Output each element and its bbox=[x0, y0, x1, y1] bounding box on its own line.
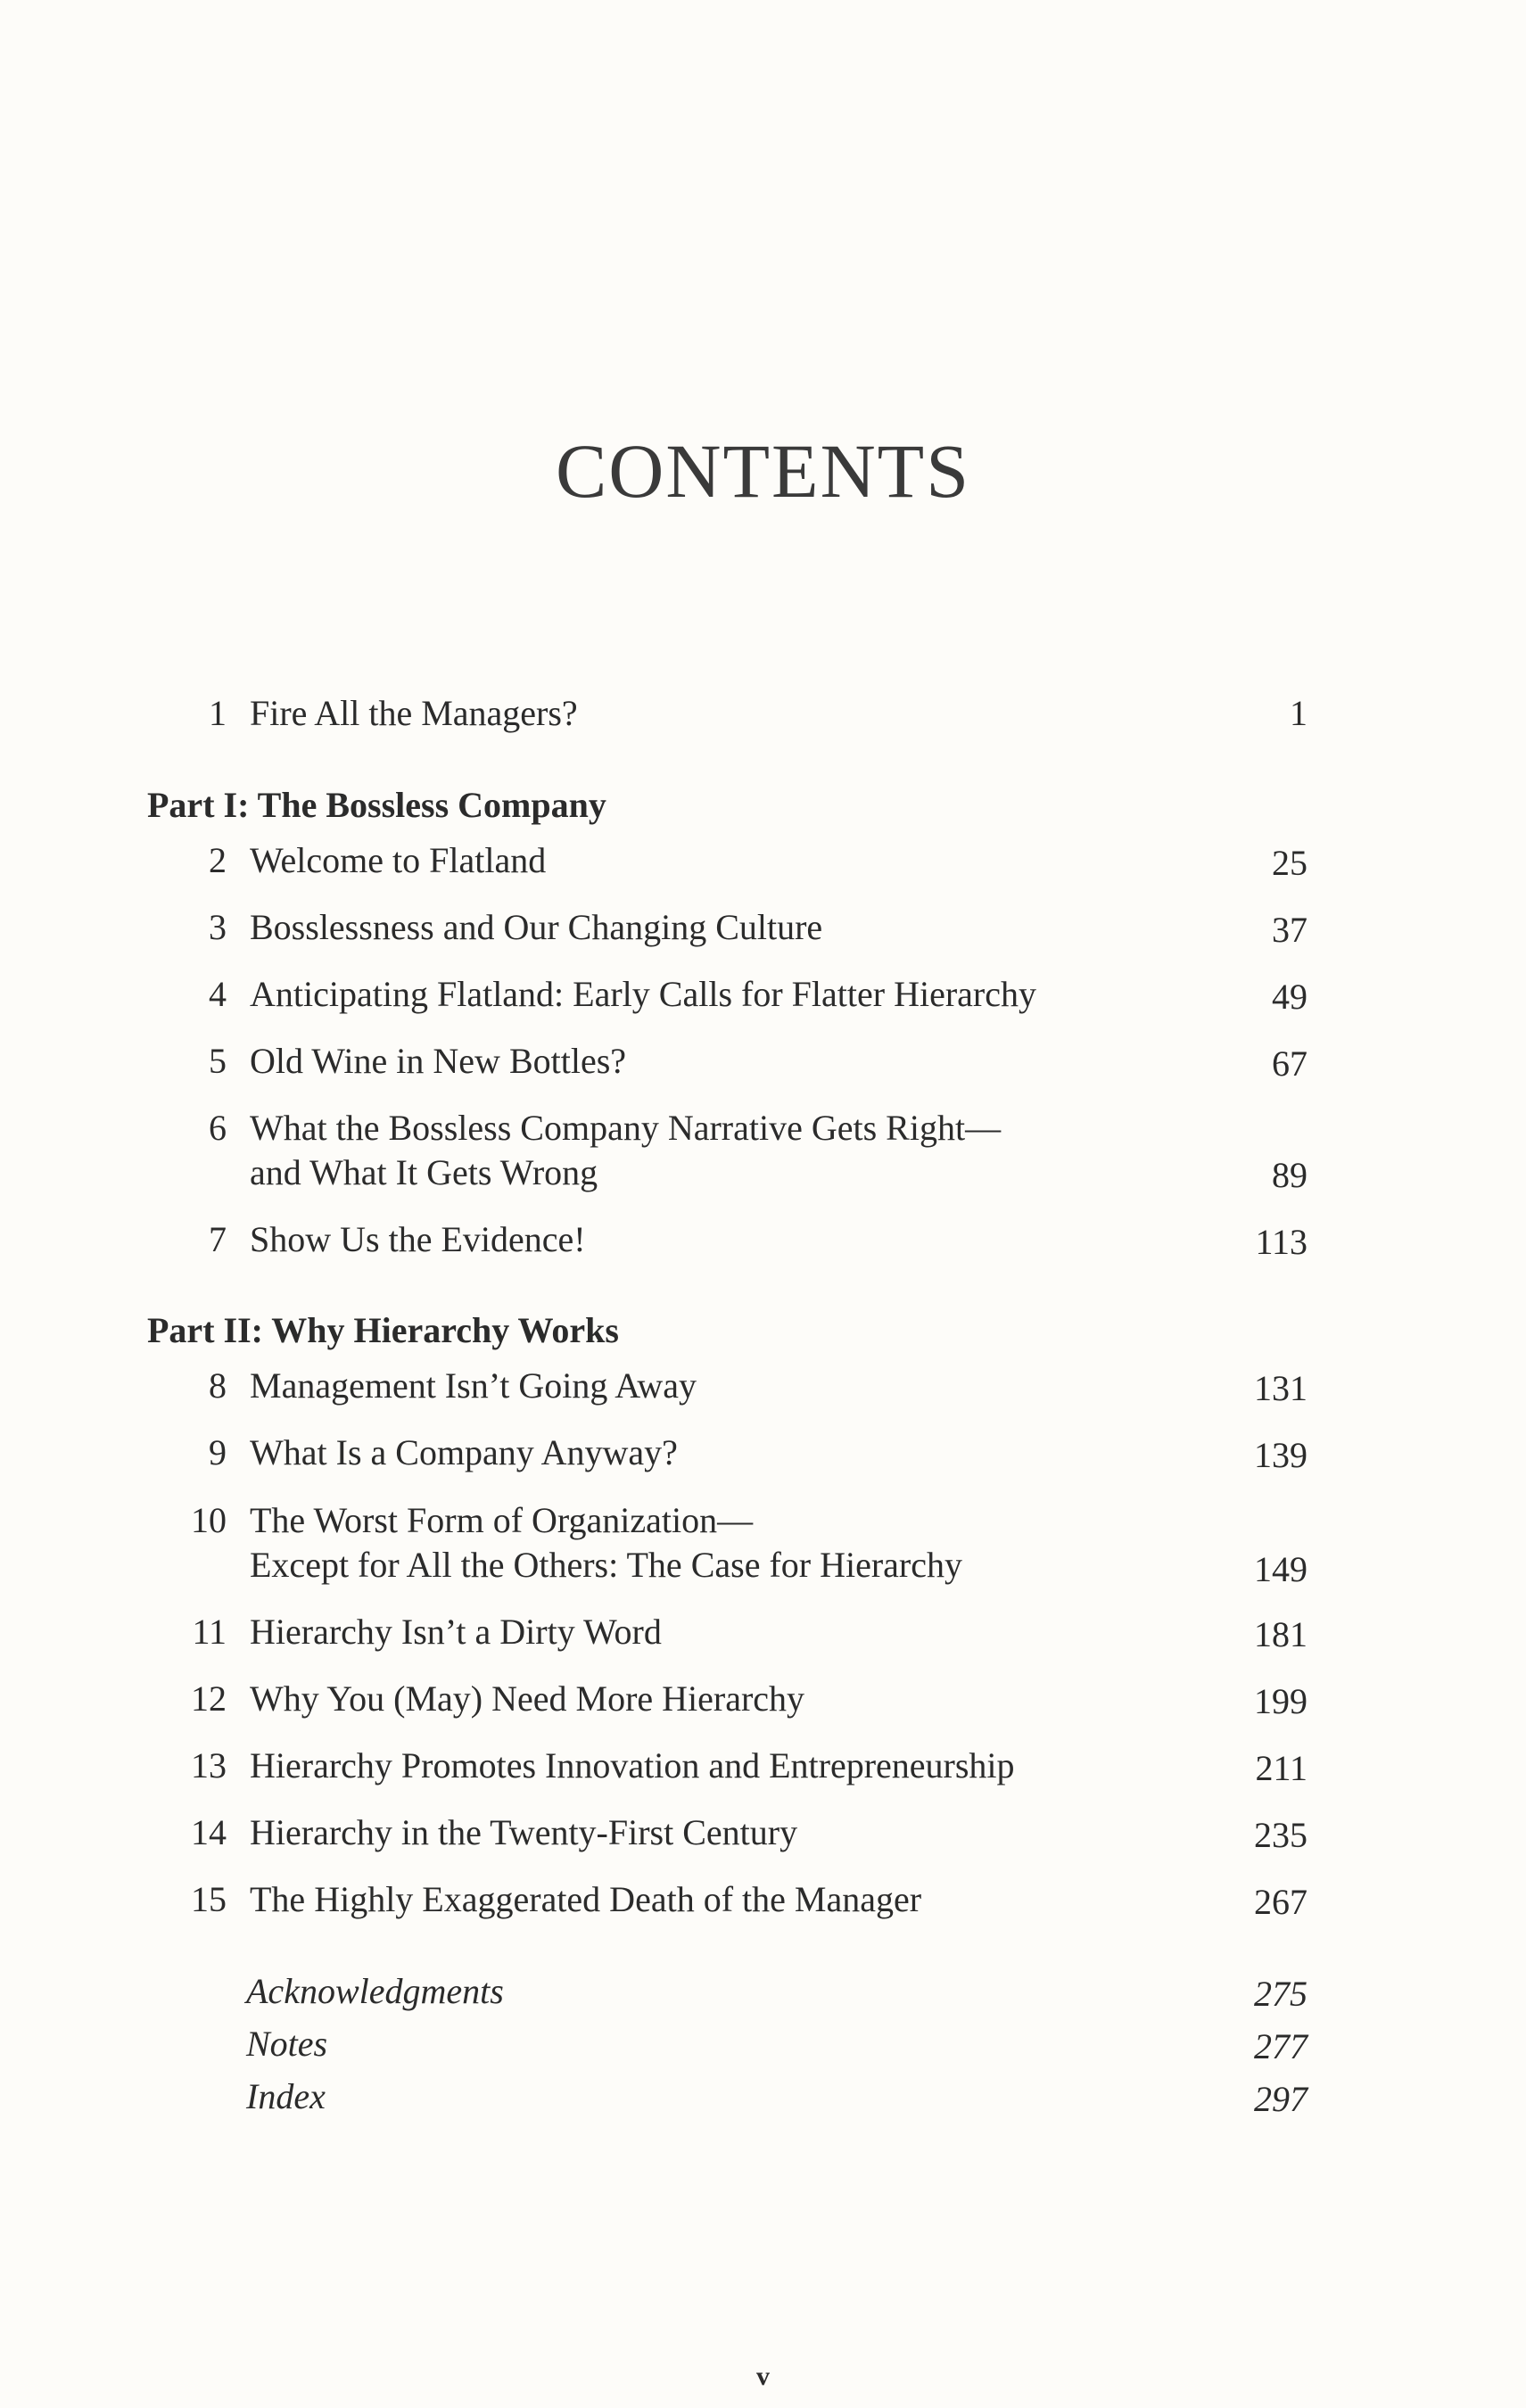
page-number: 139 bbox=[1254, 1435, 1307, 1475]
chapter-number: 15 bbox=[191, 1879, 227, 1919]
back-matter-title: Acknowledgments bbox=[246, 1971, 504, 2011]
chapter-title: Hierarchy in the Twenty-First Century bbox=[250, 1812, 798, 1852]
page-number: 211 bbox=[1255, 1748, 1307, 1788]
back-matter-title: Notes bbox=[246, 2024, 328, 2064]
page-number: 113 bbox=[1255, 1222, 1307, 1262]
page-number: 37 bbox=[1272, 910, 1307, 950]
page-number: 25 bbox=[1272, 843, 1307, 883]
chapter-number: 2 bbox=[209, 840, 227, 880]
chapter-title: What Is a Company Anyway? bbox=[250, 1432, 678, 1472]
page-number: 1 bbox=[1290, 693, 1307, 733]
chapter-number: 9 bbox=[209, 1432, 227, 1472]
page-number: 275 bbox=[1254, 1974, 1307, 2014]
chapter-title-line-2: Except for All the Others: The Case for Hierarchy bbox=[250, 1545, 962, 1585]
page-title: CONTENTS bbox=[555, 428, 971, 514]
page-number: 267 bbox=[1254, 1882, 1307, 1922]
chapter-title-line-1: What the Bossless Company Narrative Gets Right— bbox=[250, 1108, 1002, 1148]
chapter-title: Welcome to Flatland bbox=[250, 840, 547, 880]
chapter-number: 5 bbox=[209, 1041, 227, 1081]
part-label: Part II: Why Hierarchy Works bbox=[147, 1310, 619, 1350]
chapter-title: Bosslessness and Our Changing Culture bbox=[250, 907, 823, 947]
chapter-title: Management Isn’t Going Away bbox=[250, 1365, 697, 1406]
chapter-title: Old Wine in New Bottles? bbox=[250, 1041, 627, 1081]
page-number: 181 bbox=[1254, 1614, 1307, 1654]
chapter-title: Hierarchy Isn’t a Dirty Word bbox=[250, 1612, 662, 1652]
chapter-number: 13 bbox=[191, 1745, 227, 1785]
chapter-title: The Highly Exaggerated Death of the Manager bbox=[250, 1879, 922, 1919]
page-number: 277 bbox=[1254, 2026, 1307, 2066]
chapter-number: 10 bbox=[191, 1500, 227, 1540]
page-number: 199 bbox=[1254, 1681, 1307, 1721]
chapter-title: Show Us the Evidence! bbox=[250, 1219, 586, 1259]
chapter-number: 12 bbox=[191, 1678, 227, 1719]
page-number: 89 bbox=[1272, 1155, 1307, 1195]
page-folio: v bbox=[756, 2362, 770, 2391]
chapter-title: Hierarchy Promotes Innovation and Entrepreneurship bbox=[250, 1745, 1015, 1785]
chapter-title: Anticipating Flatland: Early Calls for Flatter Hierarchy bbox=[250, 974, 1036, 1014]
chapter-number: 1 bbox=[209, 693, 227, 733]
chapter-number: 8 bbox=[209, 1365, 227, 1406]
page-number: 149 bbox=[1254, 1549, 1307, 1589]
page-number: 67 bbox=[1272, 1043, 1307, 1084]
chapter-title bbox=[250, 1498, 962, 1587]
chapter-number: 3 bbox=[209, 907, 227, 947]
chapter-title: Why You (May) Need More Hierarchy bbox=[250, 1678, 805, 1719]
part-label: Part I: The Bossless Company bbox=[147, 785, 606, 825]
chapter-number: 14 bbox=[191, 1812, 227, 1852]
chapter-title: Fire All the Managers? bbox=[250, 693, 578, 733]
back-matter-title: Index bbox=[246, 2076, 326, 2116]
chapter-number: 11 bbox=[192, 1612, 227, 1652]
chapter-title-line-2: and What It Gets Wrong bbox=[250, 1152, 598, 1192]
page-number: 131 bbox=[1254, 1368, 1307, 1408]
page-number: 235 bbox=[1254, 1815, 1307, 1855]
chapter-number: 7 bbox=[209, 1219, 227, 1259]
chapter-number: 4 bbox=[209, 974, 227, 1014]
page-number: 297 bbox=[1254, 2079, 1307, 2119]
chapter-title bbox=[250, 1106, 1001, 1195]
page-number: 49 bbox=[1272, 977, 1307, 1017]
chapter-number: 6 bbox=[209, 1108, 227, 1148]
chapter-title-line-1: The Worst Form of Organization— bbox=[250, 1500, 754, 1540]
